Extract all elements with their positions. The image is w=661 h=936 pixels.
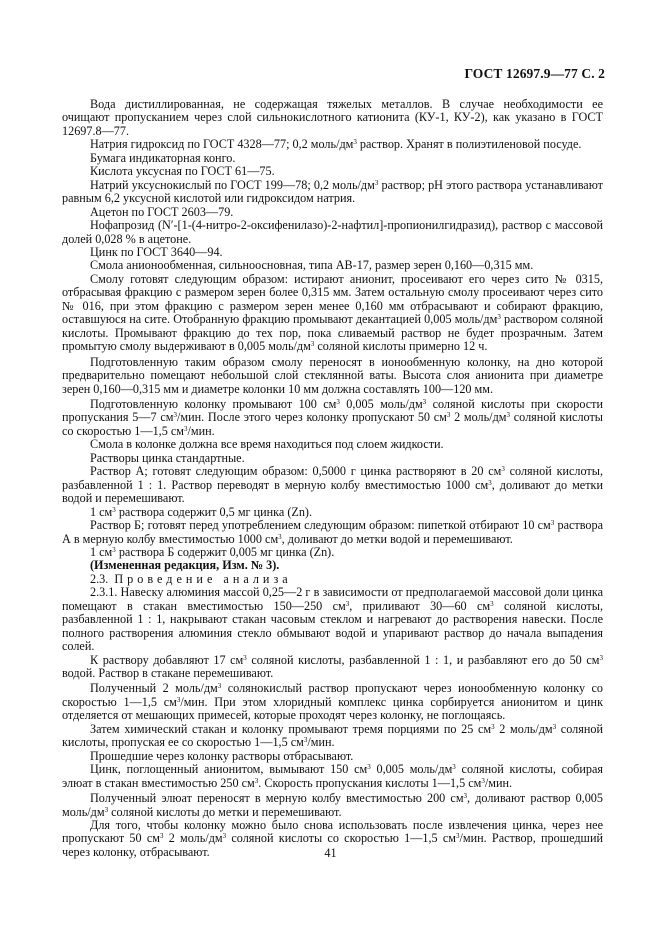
paragraph-water: Вода дистиллированная, не содержащая тяжелых металлов. В случае необходимости ее очищают пропусканием через слой сильнокислотного катионита (КУ-1, КУ-2), как указано в ГОСТ 12697.8—77. — [62, 97, 603, 138]
document-body — [62, 98, 603, 859]
paragraph-rinse-column: Затем химический стакан и колонку промывают тремя порциями по 25 $см^3$ 2 моль/$дм^3$ соляной кислоты, пропуская ее со скоростью 1—1,5 $см^3$/мин. — [62, 721, 603, 750]
paragraph-column-loading: Подготовленную таким образом смолу переносят в ионообменную колонку, на дно которой предварительно помещают небольшой слой стеклянной ваты. Высота слоя анионита при диаметре зерен 0,160—0,315 мм и диаметре колонки 10 мм должна составлять 100—120 мм. — [62, 354, 603, 396]
amendment-note: (Измененная редакция, Изм. № 3). — [90, 558, 280, 573]
paragraph-nofaprozid: Нофапрозид (N′-[1-(4-нитро-2-оксифенилазо)-2-нафтил]-пропионилгидразид), раствор с массовой долей 0,028 % в ацетоне. — [62, 218, 603, 246]
paragraph-solution-a-content: 1 $см^3$ раствора содержит 0,5 мг цинка (Zn). — [90, 504, 313, 519]
paragraph-congo-paper: Бумага индикаторная конго. — [90, 150, 236, 165]
paragraph-column-washing: Подготовленную колонку промывают 100 $см^3$ 0,005 моль/$дм^3$ соляной кислоты при скорости пропускания 5—7 $см^3$/мин. После этого через колонку пропускают 50 $см^3$ 2 моль/$дм^3$ соляной кислоты со скоростью 1—1,5 $см^3$/мин. — [62, 396, 603, 438]
section-title: Проведение анализа — [114, 571, 292, 586]
paragraph-elute-zinc: Цинк, поглощенный анионитом, вымывают 150 $см^3$ 0,005 моль/$дм^3$ соляной кислоты, собирая элюат в стакан вместимостью 250 $см^3$. Скорость пропускания кислоты 1—1,5 $см^3$/мин. — [62, 762, 603, 790]
paragraph-resin-preparation: Смолу готовят следующим образом: истирают анионит, просеивают его через сито № 0315, отбрасывая фракцию с размером зерен более 0,315 мм. Затем остальную смолу просеивают через сито № 016, при этом фракцию с размером зерен менее 0,160 мм отбрасывают и собирают фракцию, оставшуюся на сите. Отобранную фракцию промывают декантацией 0,005 моль/$дм^3$ раствором соляной кислоты. Промывают фракцию до тех пор, пока сливаемый раствор не будет прозрачным. Затем промытую смолу выдерживают в 0,005 моль/$дм^3$ соляной кислоты примерно 12 ч. — [62, 271, 604, 354]
paragraph-resin: Смола анионообменная, сильноосновная, типа АВ-17, размер зерен 0,160—0,315 мм. — [90, 258, 534, 273]
section-heading — [62, 573, 603, 586]
paragraph-sodium-hydroxide: Натрия гидроксид по ГОСТ 4328—77; 0,2 моль/$дм^3$ раствор. Хранят в полиэтиленовой посуде. — [90, 137, 582, 152]
paragraph-zinc-standard-solutions: Растворы цинка стандартные. — [90, 450, 245, 465]
paragraph-column-reuse: Для того, чтобы колонку можно было снова использовать после извлечения цинка, через нее пропускают 50 $см^3$ 2 моль/$дм^3$ соляной кислоты со скоростью 1—1,5 $см^3$/мин. Раствор, прошедший через колонку, отбрасывают. — [62, 818, 603, 859]
paragraph-sodium-acetate: Натрий уксуснокислый по ГОСТ 199—78; 0,2 моль/$дм^3$ раствор; pH этого раствора устанавливают равным 6,2 уксусной кислотой или гидроксидом натрия. — [62, 177, 603, 206]
page-number: 41 — [324, 846, 337, 860]
paragraph-acetic-acid: Кислота уксусная по ГОСТ 61—75. — [90, 164, 275, 179]
paragraph-acetone: Ацетон по ГОСТ 2603—79. — [90, 204, 234, 219]
document-header: ГОСТ 12697.9—77 С. 2 — [464, 66, 605, 81]
paragraph-solution-b: Раствор Б; готовят перед употреблением следующим образом: пипеткой отбирают 10 $см^3$ раствора А в мерную колбу вместимостью 1000 $см^3$, доливают до метки водой и перемешивают. — [62, 518, 603, 546]
paragraph-add-acid: К раствору добавляют 17 $см^3$ соляной кислоты, разбавленной 1 : 1, и разбавляют его до 50 $см^3$ водой. Раствор в стакане перемешивают. — [62, 652, 603, 681]
paragraph-resin-under-liquid: Смола в колонке должна все время находиться под слоем жидкости. — [90, 437, 444, 452]
paragraph-2-3-1: 2.3.1. Навеску алюминия массой 0,25—2 г в зависимости от предполагаемой массовой доли цинка помещают в стакан вместимостью 150—250 $см^3$, приливают 30—60 $см^3$ соляной кислоты, разбавленной 1 : 1, накрывают стакан часовым стеклом и нагревают до растворения навески. После полного растворения алюминия стекло обмывают водой и упаривают раствор до начала выпадения солей. — [62, 585, 603, 654]
paragraph-solution-a: Раствор А; готовят следующим образом: 0,5000 г цинка растворяют в 20 $см^3$ соляной кислоты, разбавленной 1 : 1. Раствор переводят в мерную колбу вместимостью 1000 $см^3$, доливают до метки водой и перемешивают. — [62, 464, 603, 506]
section-number: 2.3. — [90, 571, 109, 586]
paragraph-zinc: Цинк по ГОСТ 3640—94. — [90, 244, 223, 259]
paragraph-solution-b-content: 1 $см^3$ раствора Б содержит 0,005 мг цинка (Zn). — [90, 544, 335, 559]
paragraph-discard-solutions: Прошедшие через колонку растворы отбрасывают. — [90, 748, 354, 763]
paragraph-pass-through-column: Полученный 2 моль/$дм^3$ солянокислый раствор пропускают через ионообменную колонку со скоростью 1—1,5 $см^3$/мин. При этом хлоридный комплекс цинка сорбируется анионитом и цинк отделяется от мешающих примесей, которые проходят через колонку, не поглощаясь. — [62, 681, 603, 723]
paragraph-transfer-eluate: Полученный элюат переносят в мерную колбу вместимостью 200 $см^3$, доливают раствор 0,005 моль/$дм^3$ соляной кислоты до метки и перемешивают. — [62, 791, 603, 819]
